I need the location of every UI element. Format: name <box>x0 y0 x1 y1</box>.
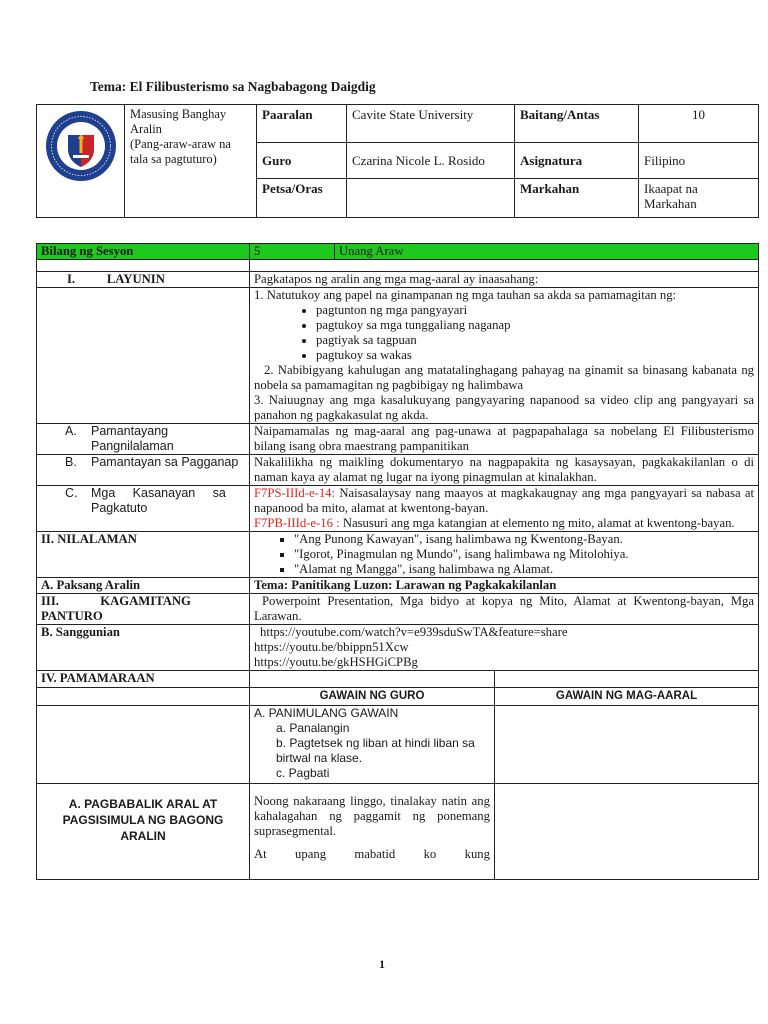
page-number: 1 <box>379 957 385 971</box>
paksang-aralin-label: A. Paksang Aralin <box>37 578 250 594</box>
competency-text: Nasusuri ang mga katangian at elemento ng mito, alamat at kwentong-bayan. <box>339 516 735 530</box>
competency-text: Naisasalaysay nang maayos at magkakaugnay ang mga pangyayari sa nabasa at napanood ba mito, alamat at kwentong-bayan. <box>254 486 755 515</box>
paksang-aralin-text: Tema: Panitikang Luzon: Larawan ng Pagkakakilanlan <box>250 578 759 594</box>
doc-type-line: tala sa pagtuturo) <box>130 152 217 166</box>
reference-link[interactable]: https://youtu.be/bbippn51Xcw <box>254 640 409 654</box>
markahan-value <box>639 179 759 218</box>
pamantayang-pangnilalaman-row <box>37 424 759 455</box>
asignatura-value: Filipino <box>639 143 759 179</box>
doc-type-line: Masusing Banghay <box>130 107 227 121</box>
guro-label: Guro <box>257 143 347 179</box>
row-letter: B. <box>65 455 77 469</box>
competency-code: F7PB-IIId-e-16 : <box>254 516 340 530</box>
list-item: • pagtunton ng mga pangyayari <box>316 303 754 318</box>
session-number: 5 <box>250 244 335 260</box>
competency-code: F7PS-IIId-e-14: <box>254 486 336 500</box>
panimula-title: A. PANIMULANG GAWAIN <box>254 706 399 720</box>
paksang-aralin-row <box>37 578 759 594</box>
pamantayan-sa-pagganap-row <box>37 455 759 486</box>
asignatura-label: Asignatura <box>515 143 639 179</box>
balik-aral-paragraph: At upang mabatid ko kung <box>254 847 490 861</box>
deped-seal-icon <box>44 109 118 183</box>
layunin-objectives-row <box>37 288 759 424</box>
kagamitang-label: III. KAGAMITANG <box>41 594 191 608</box>
list-item: a. Panalangin <box>276 721 350 735</box>
balik-aral-label: PAGSISIMULA NG BAGONG <box>62 813 224 827</box>
objective-2: 2. Nabibigyang kahulugan ang matatalinghagang pahayag na ginamit sa binasang kabanata ng nobela sa pamamagitan ng pagbibigay ng halimbawa <box>254 363 755 392</box>
list-item: ▪ "Alamat ng Mangga", isang halimbawa ng Alamat. <box>294 562 754 577</box>
layunin-intro: Pagkatapos ng aralin ang mga mag-aaral ay inaasahang: <box>250 272 759 288</box>
baitang-value: 10 <box>639 105 759 143</box>
nilalaman-list <box>254 532 754 577</box>
list-item: ▪ "Igorot, Pinagmulan ng Mundo", isang halimbawa ng Mitolohiya. <box>294 547 754 562</box>
layunin-label: I. LAYUNIN <box>37 272 250 288</box>
guro-value: Czarina Nicole L. Rosido <box>347 143 515 179</box>
reference-link[interactable]: https://youtu.be/gkHSHGiCPBg <box>254 655 418 669</box>
pamantayan-sa-pagganap-text: Nakalilikha ng maikling dokumentaryo na nagpapakita ng kasaysayan, pagkakakilanlan o di naman kaya ay alamat ng lugar na iyong pinagmulan at kinalakhan. <box>250 455 759 486</box>
session-day: Unang Araw <box>335 244 759 260</box>
list-item: b. Pagtetsek ng liban at hindi liban sa birtwal na klase. <box>276 736 475 765</box>
gawain-guro-header: GAWAIN NG GURO <box>250 688 495 706</box>
pamantayang-pangnilalaman-text: Naipamamalas ng mag-aaral ang pag-unawa at pagpapahalaga sa nobelang El Filibusterismo bilang isang obra maestrang pampanitikan <box>250 424 759 455</box>
balik-aral-label: ARALIN <box>120 829 166 843</box>
nilalaman-label: II. NILALAMAN <box>37 532 250 578</box>
nilalaman-row <box>37 532 759 578</box>
row-letter: A. <box>65 424 77 438</box>
list-item: • pagtukoy sa mga tunggaliang naganap <box>316 318 754 333</box>
session-label: Bilang ng Sesyon <box>37 244 250 260</box>
kagamitang-row <box>37 594 759 625</box>
objective-1: 1. Natutukoy ang papel na ginampanan ng mga tauhan sa akda sa pamamagitan ng: <box>254 288 677 302</box>
layunin-row <box>37 272 759 288</box>
balik-aral-paragraph: Noong nakaraang linggo, tinalakay natin ang kahalagahan ng paggamit ng ponemang suprasegmental. <box>254 794 490 838</box>
doc-type-line: Aralin <box>130 122 162 136</box>
row-letter: C. <box>65 486 78 500</box>
logo-cell <box>37 105 125 218</box>
pamantayan-sa-pagganap-label: Pamantayan sa Pagganap <box>91 455 239 469</box>
objective-3: 3. Naiuugnay ang mga kasalukuyang pangyayaring napanood sa video clip ang pangyayari sa panahon ng pagkakasulat ng akda. <box>254 393 755 422</box>
kasanayan-label: Mga Kasanayan sa <box>91 486 226 500</box>
pamamaraan-label: IV. PAMAMARAAN <box>37 671 250 688</box>
list-item: ▪ "Ang Punong Kawayan", isang halimbawa ng Kwentong-Bayan. <box>294 532 754 547</box>
paaralan-label: Paaralan <box>257 105 347 143</box>
panimula-row <box>37 706 759 784</box>
kasanayan-label: Pagkatuto <box>91 501 148 515</box>
gawain-header-row <box>37 688 759 706</box>
document-theme-title: Tema: El Filibusterismo sa Nagbabagong Daigdig <box>90 79 376 94</box>
petsa-value <box>347 179 515 218</box>
sanggunian-label: B. Sanggunian <box>37 625 250 671</box>
kasanayan-row <box>37 486 759 532</box>
gawain-mag-aaral-header: GAWAIN NG MAG-AARAL <box>495 688 759 706</box>
lesson-plan-table <box>36 243 759 880</box>
markahan-line: Markahan <box>644 196 697 211</box>
markahan-line: Ikaapat na <box>644 181 698 196</box>
pamamaraan-row <box>37 671 759 688</box>
pamantayang-pangnilalaman-label: Pamantayang Pangnilalaman <box>91 424 174 453</box>
balik-aral-row <box>37 784 759 880</box>
doc-type-line: (Pang-araw-araw na <box>130 137 231 151</box>
lesson-header-table <box>36 104 759 218</box>
objective-1-bullets <box>254 303 754 363</box>
kagamitang-label: PANTURO <box>41 609 103 623</box>
petsa-label: Petsa/Oras <box>257 179 347 218</box>
markahan-label: Markahan <box>515 179 639 218</box>
list-item: c. Pagbati <box>276 766 330 780</box>
kagamitang-text: Powerpoint Presentation, Mga bidyo at kopya ng Mito, Alamat at Kwentong-bayan, Mga Larawan. <box>250 594 759 625</box>
balik-aral-label: A. PAGBABALIK ARAL AT <box>68 797 218 811</box>
baitang-label: Baitang/Antas <box>515 105 639 143</box>
list-item: • pagtukoy sa wakas <box>316 348 754 363</box>
list-item: • pagtiyak sa tagpuan <box>316 333 754 348</box>
paaralan-value: Cavite State University <box>347 105 515 143</box>
reference-link[interactable]: https://youtube.com/watch?v=e939sduSwTA&feature=share <box>260 625 568 639</box>
session-row <box>37 244 759 260</box>
sanggunian-row <box>37 625 759 671</box>
